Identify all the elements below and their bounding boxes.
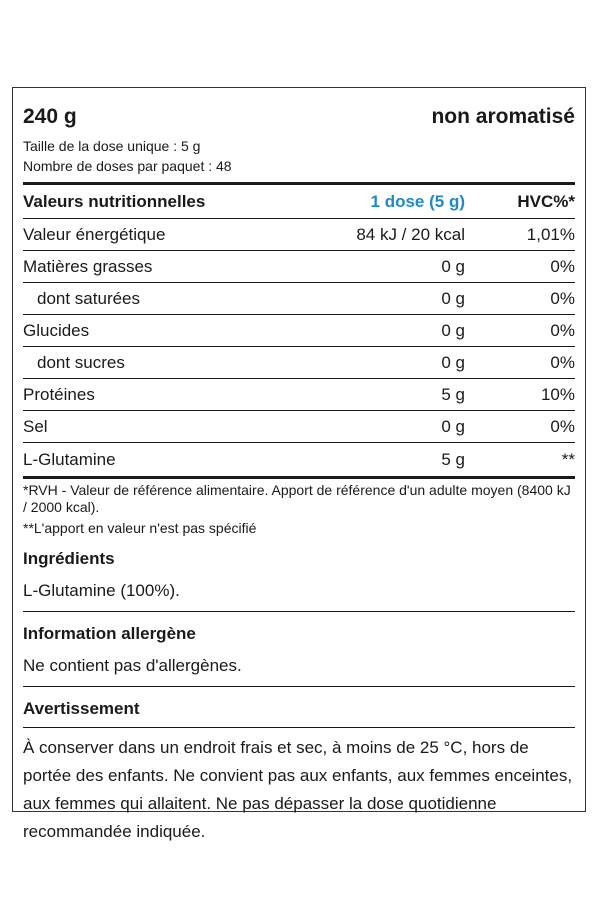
nutrient-name: dont sucres <box>37 352 125 372</box>
label-content <box>23 88 575 846</box>
ingredients-title: Ingrédients <box>23 549 115 568</box>
nutrient-amount: 0 g <box>441 416 465 436</box>
warning-text: À conserver dans un endroit frais et sec, à moins de 25 °C, hors de portée des enfants. Ne convient pas aux enfants, aux femmes enceintes, aux femmes qui allaitent. Ne pas dépasser la dose quotidienne recommandée indiquée. <box>23 738 573 841</box>
allergen-text: Ne contient pas d'allergènes. <box>23 656 242 675</box>
nutrient-name: Sel <box>23 416 48 436</box>
column-header-nutrients: Valeurs nutritionnelles <box>23 191 206 211</box>
nutrient-amount: 0 g <box>441 352 465 372</box>
nutrient-name: Protéines <box>23 384 95 404</box>
nutrient-percent: 10% <box>540 384 575 404</box>
footnote-rvh: *RVH - Valeur de référence alimentaire. Apport de référence d'un adulte moyen (8400 kJ / 2000 kcal). <box>23 482 571 515</box>
nutrition-table <box>23 185 575 479</box>
column-header-dose: 1 dose (5 g) <box>370 191 465 211</box>
nutrient-amount: 0 g <box>441 320 465 340</box>
table-row <box>23 443 575 479</box>
nutrient-amount: 5 g <box>441 384 465 404</box>
section-divider <box>23 611 575 612</box>
nutrient-percent: ** <box>561 449 575 469</box>
nutrient-amount: 84 kJ / 20 kcal <box>356 224 465 244</box>
nutrient-name: dont saturées <box>37 288 141 308</box>
allergen-title: Information allergène <box>23 624 196 643</box>
nutrient-name: Valeur énergétique <box>23 224 166 244</box>
footnote-unspecified: **L'apport en valeur n'est pas spécifié <box>23 520 257 536</box>
table-row <box>23 411 575 443</box>
nutrient-percent: 1,01% <box>526 224 575 244</box>
warning-title: Avertissement <box>23 699 140 718</box>
table-row <box>23 347 575 379</box>
table-row <box>23 251 575 283</box>
serving-size: Taille de la dose unique : 5 g <box>23 138 201 154</box>
nutrient-amount: 0 g <box>441 256 465 276</box>
nutrient-amount: 0 g <box>441 288 465 308</box>
table-row <box>23 315 575 347</box>
flavor-label: non aromatisé <box>431 105 575 128</box>
nutrition-label <box>12 87 586 841</box>
nutrient-name: L-Glutamine <box>23 449 116 469</box>
servings-per-package: Nombre de doses par paquet : 48 <box>23 158 232 174</box>
ingredients-text: L-Glutamine (100%). <box>23 581 180 600</box>
nutrient-percent: 0% <box>550 352 575 372</box>
nutrient-name: Matières grasses <box>23 256 153 276</box>
table-row <box>23 379 575 411</box>
nutrient-percent: 0% <box>550 416 575 436</box>
section-divider <box>23 727 575 728</box>
nutrient-name: Glucides <box>23 320 90 340</box>
nutrient-amount: 5 g <box>441 449 465 469</box>
column-header-percent: HVC%* <box>517 191 575 211</box>
table-header-row <box>23 185 575 219</box>
package-weight: 240 g <box>23 105 77 128</box>
section-divider <box>23 686 575 687</box>
table-row <box>23 283 575 315</box>
nutrient-percent: 0% <box>550 256 575 276</box>
table-row <box>23 219 575 251</box>
nutrient-percent: 0% <box>550 288 575 308</box>
nutrient-percent: 0% <box>550 320 575 340</box>
